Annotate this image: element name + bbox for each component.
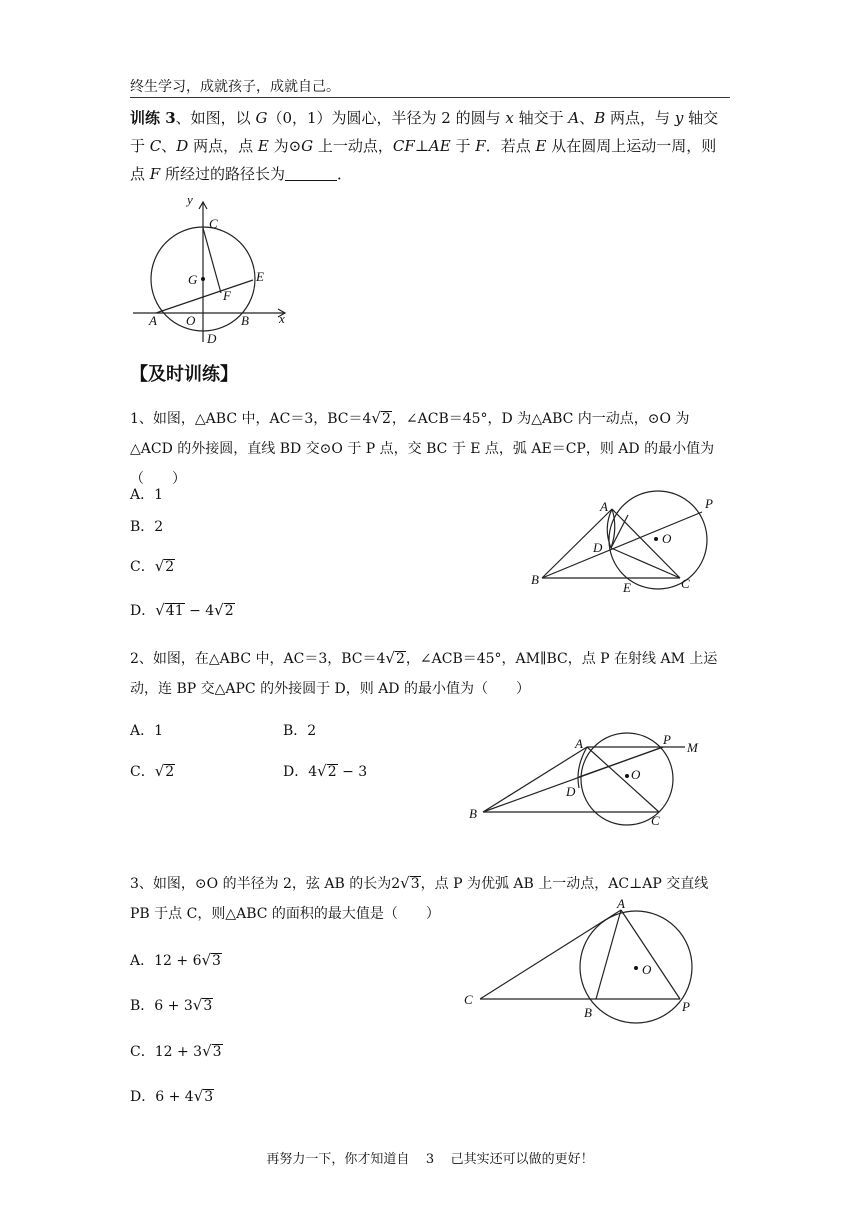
q3-opt-seg: 3 [203, 998, 213, 1014]
q1-seg: ，∠ACB＝45°，D 为△ABC 内一动点，⊙O 为△ACD 的外接圆，直线 BD 交⊙O 于 P 点，交 BC 于 E 点，弧 AE＝CP，则 AD 的最小值为（ ） [130, 411, 715, 487]
figure-question-3 [458, 895, 708, 1030]
q2-opt-seg: 4 [308, 764, 318, 780]
q2-seg: ，∠ACB＝45°，AM∥BC，点 P 在射线 AM 上运动，连 BP 交△APC 的外接圆于 D，则 AD 的最小值为（ ） [130, 651, 718, 697]
t3-seg: ⊥ [414, 137, 429, 155]
page-footer [0, 1148, 860, 1167]
label-M: M [687, 740, 698, 755]
label-B: B [469, 806, 477, 821]
t3-seg: （0，1）为圆心，半径为 2 的圆与 [267, 109, 506, 127]
figure-question-1 [525, 480, 725, 600]
label-F: F [223, 288, 231, 303]
sqrt-sign: √ [154, 762, 165, 780]
q3-seg: 2 [391, 876, 401, 892]
q1-opt-seg: 2 [165, 559, 175, 575]
footer-gap [409, 1152, 426, 1167]
t3-seg: 从在圆周上运动一周，则点 [130, 137, 717, 183]
label-C: C [464, 992, 473, 1007]
sqrt-sign: √ [201, 951, 212, 969]
label-O: O [186, 313, 196, 328]
t3-seg: 两点，点 [188, 137, 258, 155]
t3-seg: 、如图，以 [175, 109, 256, 127]
section-title: 【及时训练】 [130, 364, 238, 385]
q3-option-a [130, 950, 222, 970]
t3-seg: 两点，与 [605, 109, 675, 127]
page-number: 3 [425, 1152, 435, 1167]
q3-opt-seg: C． [130, 1044, 155, 1060]
q2-seg: 4 [376, 651, 386, 667]
label-A: A [600, 499, 608, 514]
sqrt-sign: √ [193, 1087, 204, 1105]
t3-seg: F [475, 137, 486, 155]
question-2-text [130, 643, 730, 704]
q1-opt-seg: − 4 [184, 603, 215, 619]
label-D: D [593, 540, 603, 555]
label-G: G [188, 272, 198, 287]
t3-seg: y [674, 109, 684, 127]
q3-opt-seg: 3 [212, 1044, 222, 1060]
t3-seg: D [176, 137, 189, 155]
label-x: x [279, 311, 285, 326]
t3-seg: E [257, 137, 269, 155]
t3-seg: ． [336, 165, 352, 183]
q3-opt-seg: 12 + 3 [154, 1044, 203, 1060]
q3-opt-seg: 6 + 3 [154, 998, 193, 1014]
footer-right: 己其实还可以做的更好！ [450, 1152, 594, 1167]
q2-option-c [130, 761, 175, 781]
t3-seg: 、 [161, 137, 177, 155]
t3-seg: G [255, 109, 268, 127]
t3-seg: C [149, 137, 162, 155]
t3-seg: 轴交于 [513, 109, 569, 127]
q2-option-a: A．1 [130, 723, 164, 739]
q3-opt-seg: 3 [204, 1089, 214, 1105]
q1-opt-seg: D． [130, 603, 156, 619]
t3-seg: G [301, 137, 314, 155]
page-header: 终生学习，成就孩子，成就自己。 [130, 79, 340, 95]
q3-opt-seg: 3 [212, 953, 221, 969]
q2-option-b: B．2 [283, 723, 317, 739]
label-O: O [631, 767, 641, 782]
label-O: O [662, 531, 672, 546]
t3-seg: AE [428, 137, 451, 155]
sqrt-sign: √ [154, 557, 165, 575]
footer-gap [434, 1152, 451, 1167]
q3-seg: 3、如图，⊙O 的半径为 2，弦 AB 的长为 [130, 876, 392, 892]
q2-opt-seg: − 3 [337, 764, 368, 780]
sqrt-sign: √ [202, 1042, 212, 1060]
label-C: C [209, 216, 218, 231]
q3-seg: 3 [410, 876, 420, 892]
label-y: y [187, 192, 193, 207]
label-A: A [149, 313, 157, 328]
training3-text [130, 104, 730, 188]
label-O: O [642, 962, 652, 977]
header-rule [130, 97, 730, 98]
t3-seg: ．若点 [485, 137, 536, 155]
figure-training3 [125, 192, 300, 347]
q3-opt-seg: D． [130, 1089, 156, 1105]
label-C: C [681, 576, 690, 591]
q3-opt-seg: B． [130, 998, 155, 1014]
sqrt-sign: √ [155, 601, 165, 619]
q3-option-c [130, 1041, 223, 1061]
t3-seg: 为⊙ [268, 137, 302, 155]
q2-opt-seg: 2 [165, 764, 175, 780]
sqrt-sign: √ [400, 874, 410, 892]
label-A: A [575, 736, 583, 751]
label-P: P [682, 999, 690, 1014]
q2-opt-seg: D． [283, 764, 309, 780]
label-D: D [566, 784, 576, 799]
label-B: B [584, 1005, 592, 1020]
q1-option-d [130, 600, 235, 620]
t3-seg: 所经过的路径长为 [160, 165, 285, 183]
q2-opt-seg: C． [130, 764, 155, 780]
q3-option-d [130, 1086, 214, 1106]
sqrt-sign: √ [317, 762, 327, 780]
t3-seg: 轴交于 [130, 109, 719, 155]
q1-seg: 4 [362, 411, 372, 427]
q3-seg: ，点 P 为优弧 AB 上一动点，AC⊥AP 交直线 PB 于点 C，则△ABC 的面积的最大值是（ ） [130, 876, 709, 922]
label-P: P [705, 496, 713, 511]
q1-option-b: B．2 [130, 519, 164, 535]
label-D: D [207, 331, 217, 346]
q3-opt-seg: A． [130, 953, 155, 969]
t3-seg: F [149, 165, 161, 183]
q2-seg: 2、如图，在△ABC 中，AC＝3，BC＝ [130, 651, 377, 667]
t3-seg: 于 [450, 137, 476, 155]
q1-option-c [130, 556, 175, 576]
label-A: A [617, 896, 625, 911]
label-B: B [531, 572, 539, 587]
q1-opt-seg: 41 [165, 603, 184, 619]
t3-seg: CF [392, 137, 415, 155]
q3-opt-seg: 12 + 6 [154, 953, 202, 969]
label-E: E [623, 580, 631, 595]
q1-opt-seg: 2 [224, 603, 234, 619]
sqrt-sign: √ [371, 409, 381, 427]
q1-seg: 2 [381, 411, 391, 427]
footer-left: 再努力一下，你才知道自 [266, 1152, 410, 1167]
q1-opt-seg: C． [130, 559, 155, 575]
label-E: E [256, 269, 264, 284]
t3-seg: A [568, 109, 580, 127]
sqrt-sign: √ [192, 996, 203, 1014]
t3-seg: 上一动点， [313, 137, 393, 155]
sqrt-sign: √ [385, 649, 395, 667]
q1-option-a: A．1 [130, 487, 164, 503]
t3-seg: x [505, 109, 514, 127]
t3-seg: B [594, 109, 606, 127]
training3-label: 训练 3 [130, 109, 176, 127]
q1-seg: 1、如图，△ABC 中，AC＝3，BC＝ [130, 411, 363, 427]
answer-blank [285, 166, 337, 181]
label-B: B [241, 313, 249, 328]
sqrt-sign: √ [214, 601, 224, 619]
t3-seg: 、 [579, 109, 595, 127]
label-C: C [651, 813, 660, 828]
q2-option-d [283, 761, 367, 781]
figure-question-2 [465, 728, 715, 828]
q3-opt-seg: 6 + 4 [155, 1089, 194, 1105]
q2-seg: 2 [395, 651, 405, 667]
q3-option-b [130, 995, 213, 1015]
t3-seg: E [535, 137, 547, 155]
q2-opt-seg: 2 [327, 764, 337, 780]
label-P: P [663, 732, 671, 747]
